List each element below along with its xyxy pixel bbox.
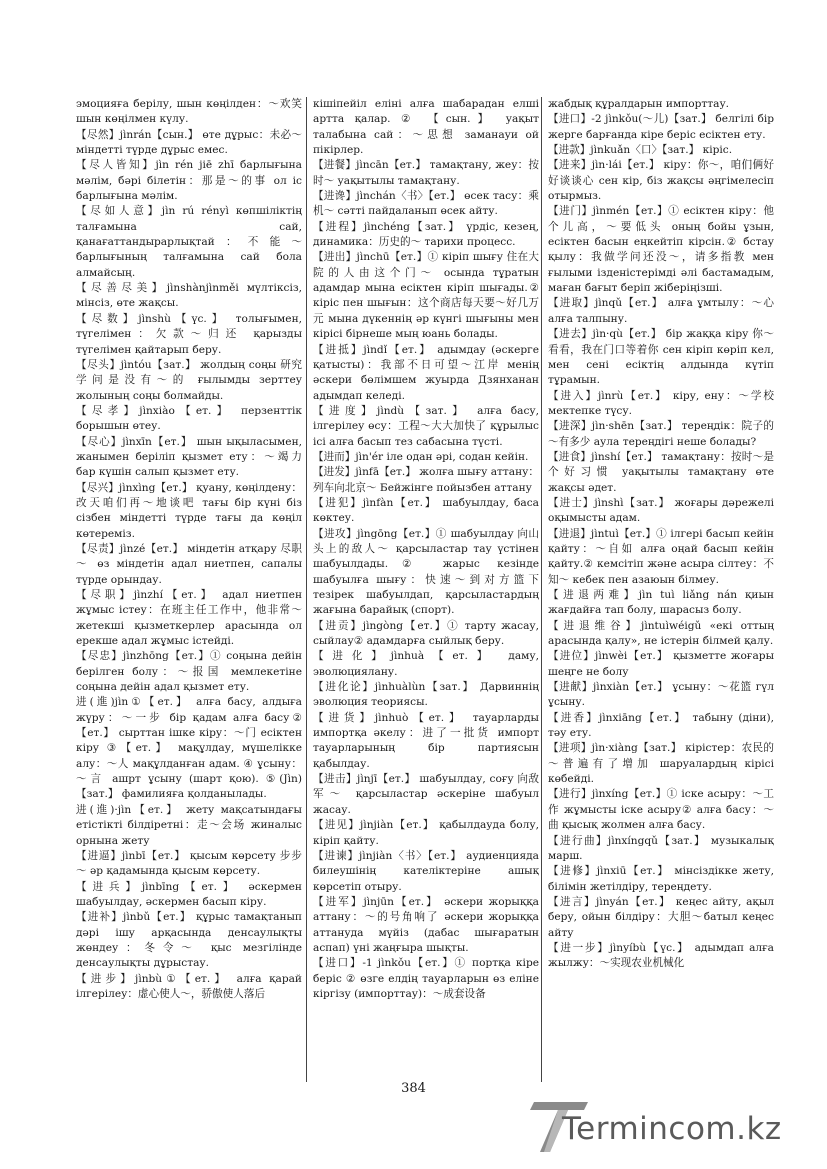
dictionary-entry: 【进出】jìnchū【ет.】① кіріп шығу 住在大院的人由这个门～ осында тұратын адамдар мына есіктен кіріп шығады.② кіріс пен шығын：这个商店每天要～好几万元 мына дүкеннің әр күнгі шығыны мен кірісі бірнеше мың юань болады.: [313, 251, 539, 341]
dictionary-entry: 【进言】jìnyán【ет.】 кеңес айту, ақыл беру, ойын білдіру：大胆～батыл кеңес айту: [548, 895, 774, 939]
dictionary-entry: 【进款】jìnkuǎn〈口〉【зат.】 кіріс.: [548, 144, 733, 157]
dictionary-entry: 【尽职】jìnzhí【ет.】 адал ниетпен жұмыс істеу：在班主任工作中，他非常～ жетекші қызметкерлер арасында ол ерекше адал жұмыс істейді.: [76, 589, 302, 648]
dictionary-entry: 【进度】jìndù【зат.】 алға басу, ілгерілеу өсу：工程～大大加快了 құрылыс ісі алға басып тез сабасына түсті.: [313, 404, 539, 448]
dictionary-entry: 【尽如人意】jìn rú rényì көпшіліктің талғамына сай, қанағаттандырарлықтай：不能～ барлығының талғамына сай бола алмайсың.: [76, 205, 302, 279]
dictionary-entry: 进(進)·jìn【ет.】 жету мақсатындағы етістікті білдіретні：走～会场 жиналыс орнына жету: [76, 803, 302, 847]
dictionary-entry: 【尽然】jìnrán【сын.】 өте дұрыс：未必～ міндетті түрде дұрыс емес.: [76, 128, 302, 157]
dictionary-entry: 【进来】jìn·lái【ет.】 кіру：你～，咱们俩好好谈谈心 сен кір, біз жақсы әңгімелесіп отырмыз.: [548, 159, 774, 203]
dictionary-entry: 【进逼】jìnbī【ет.】 қысым көрсету 步步～ әр қадамында қысым көрсету.: [76, 849, 302, 878]
dictionary-entry: 【进取】jìnqǔ【ет.】 алға ұмтылу：～心 алға талпыну.: [548, 297, 774, 325]
dictionary-entry: 【尽孝】jìnxiào【ет.】 перзенттік борышын өтеу.: [76, 404, 302, 433]
dictionary-entry: 【进入】jìnrù【ет.】 кіру, ену：～学校 мектепке түсу.: [548, 389, 774, 417]
dictionary-entry: 【进口】-1 jìnkǒu【ет.】① портқа кіре беріс ② өзге елдің тауарларын өз еліне кіргізу (импорттау)：～成套设备: [313, 957, 539, 1000]
column-right: [548, 97, 774, 1097]
dictionary-entry: 【尽心】jìnxīn【ет.】 шын ықыласымен, жанымен беріліп қызмет ету：～竭力 бар күшін салып қызмет ету.: [76, 435, 302, 479]
dictionary-entry: 【进去】jìn·qù【ет.】 бір жаққа кіру 你～看看，我在门口等着你 сен кіріп көріп кел, мен сені есіктің алдында күтіп тұрамын.: [548, 328, 774, 387]
dictionary-entry: 【进谗】jìnchán〈书〉【ет.】 өсек тасу：乘机～ сәтті пайдаланып өсек айту.: [313, 190, 539, 218]
column-left: [76, 97, 302, 1097]
dictionary-entry: 【进而】jìn'ér іле одан әрі, содан кейін.: [313, 450, 529, 463]
dictionary-entry: 进(進)jìn①【ет.】 алға басу, алдыға жүру：～一步 бір қадам алға басу②【ет.】 сырттан ішке кіру：～门 есіктен кіру ③【ет.】 мақұлдау, мүшелікке алу：～人 мақұлданған адам. ④ ұсыну：～言 ашрт ұсыну (шарт қою). ⑤(Jìn)【зат.】 фамилияға қолданылады.: [76, 696, 302, 801]
dictionary-entry: 【尽数】jìnshù【үс.】 толығымен, түгелімен：欠款～归还 қарызды түгелімен қайтарып беру.: [76, 312, 302, 356]
column-divider: [306, 97, 307, 1082]
dictionary-entry: 【进攻】jìngōng【ет.】① шабуылдау 向山头上的敌人～ қарсыластар тау үстінен шабуылдады.② жарыс кезінде шабуылға шығу：快速～到对方篮下 тезірек шабуылдап, қарсыластардың жағына барайық (спорт).: [313, 527, 539, 617]
dictionary-entry: эмоцияға берілу, шын көңілден：～欢笑 шын көңілмен күлу.: [76, 98, 302, 126]
dictionary-entry: 【尽人皆知】jìn rén jiē zhī барлығына мәлім, бәрі білетін：那是～的事 ол іс барлығына мәлім.: [76, 159, 302, 203]
page-number: 384: [401, 1081, 426, 1096]
dictionary-entry: жабдық құралдарын импорттау.: [548, 98, 730, 110]
dictionary-entry: 【进货】jìnhuò【ет.】 тауарларды импортқа әкелу：进了一批货 импорт тауарларының бір партиясын қабылдау.: [313, 711, 539, 770]
dictionary-entry: кішіпейіл еліні алға шабарадан елші артта қалар. ② 【сын.】 уақыт талабына сай：～思想 заманауи ой пікірлер.: [313, 98, 539, 157]
dictionary-entry: 【进退两难】jìn tuì liǎng nán қиын жағдайға тап болу, шарасыз болу.: [548, 589, 774, 617]
dictionary-entry: 【进深】jìn·shēn【зат.】 тереңдік：院子的～有多少 аула тереңдігі неше болады?: [548, 420, 774, 448]
dictionary-entry: 【尽头】jìntóu【зат.】 жолдың соңы 研究学问是没有～的 ғылымды зерттеу жолының соңы болмайды.: [76, 358, 302, 402]
dictionary-entry: 【进餐】jìncān【ет.】 тамақтану, жеу：按时～ уақытылы тамақтану.: [313, 159, 539, 187]
dictionary-entry: 【进位】jìnwèi【ет.】 қызметте жоғары шеңге не болу: [548, 650, 774, 678]
dictionary-entry: 【进兵】jìnbīng【ет.】 әскермен шабуылдау, әскермен басып кіру.: [76, 880, 302, 908]
dictionary-entry: 【进修】jìnxiū【ет.】 мінсіздікке жету, білімін жетілдіру, тереңдету.: [548, 865, 774, 893]
dictionary-entry: 【尽责】jìnzé【ет.】 міндетін атқару 尽职～ өз міндетін адал ниетпен, сапалы түрде орындау.: [76, 542, 302, 586]
dictionary-entry: 【进程】jìnchéng【зат.】 үрдіс, кезең, динамика：历史的～ тарихи процесс.: [313, 220, 539, 249]
dictionary-entry: 【进士】jìnshì【зат.】 жоғары дәрежелі оқымысты адам.: [548, 496, 774, 525]
dictionary-entry: 【进项】jìn·xiàng【зат.】 кірістер：农民的～普遍有了增加 шаруалардың кірісі көбейді.: [548, 742, 774, 786]
dictionary-entry: 【进食】jìnshí【ет.】 тамақтану：按时～是个好习惯 уақытылы тамақтану өте жақсы әдет.: [548, 450, 774, 494]
dictionary-entry: 【进见】jìnjiàn【ет.】 қабылдауда болу, кіріп қайту.: [313, 819, 539, 847]
dictionary-entry: 【进口】-2 jìnkǒu(～儿)【зат.】 белгілі бір жерге барғанда кіре беріс есіктен ету.: [548, 113, 774, 141]
dictionary-entry: 【进退维谷】jìntuìwéigǔ «екі оттың арасында қалу», не істерін білмей қалу.: [548, 619, 774, 648]
dictionary-entry: 【进行】jìnxíng【ет.】① іске асыру：～工作 жұмысты іске асыру② алға басу：～曲 қысық жолмен алға басу.: [548, 788, 774, 832]
dictionary-entry: 【进击】jìnjī【ет.】 шабуылдау, соғу 向敌军～ қарсыластар әскеріне шабуыл жасау.: [313, 773, 539, 816]
dictionary-entry: 【进门】jìnmén【ет.】① есіктен кіру：他个儿高，～要低头 оның бойы ұзын, есіктен басын еңкейтіп кірсін.② бстау қылу：我做学问还没～，请多指教 мен ғылыми ізденістерімді әлі бастамадым, маған бағыт беріп жіберіңізші.: [548, 205, 774, 295]
dictionary-entry: 【进发】jìnfā【ет.】 жолға шығу аттану：列车向北京～ Бейжінге пойызбен аттану: [313, 466, 539, 494]
dictionary-entry: 【进行曲】jìnxíngqǔ【зат.】 музыкалық марш.: [548, 834, 774, 862]
dictionary-entry: 【进一步】jìnyíbù【үс.】 адымдап алға жылжу：～实现农业机械化: [548, 941, 774, 970]
dictionary-entry: 【尽善尽美】jìnshànjìnměi мүлтіксіз, мінсіз, өте жақсы.: [76, 282, 302, 310]
dictionary-entry: 【进化】jìnhuà【ет.】 даму, эволюциялану.: [313, 650, 539, 678]
column-divider: [541, 97, 542, 1082]
dictionary-entry: 【进贡】jìngòng【ет.】① тарту жасау, сыйлау② адамдарға сыйлық беру.: [313, 619, 539, 648]
dictionary-entry: 【进香】jìnxiāng【ет.】 табыну (діни), тәу ету.: [548, 711, 774, 740]
dictionary-entry: 【进犯】jìnfàn【ет.】 шабуылдау, баса көктеу.: [313, 496, 539, 525]
dictionary-entry: 【进谏】jìnjiàn〈书〉【ет.】 аудиенцияда билеушінің кателіктеріне ашық көрсетіп отыру.: [313, 849, 539, 893]
column-middle: [313, 97, 539, 1097]
dictionary-entry: 【进化论】jìnhuàlùn【зат.】 Дарвиннің эволюция теориясы.: [313, 681, 539, 709]
dictionary-entry: 【尽忠】jìnzhōng【ет.】① соңына дейін берілген болу：～报国 мемлекетіне соңына дейін адал қызмет ету.: [76, 650, 302, 694]
dictionary-entry: 【进军】jìnjūn【ет.】 әскери жорыққа аттану：～的号角响了 әскери жорыққа аттануда мүйіз (дабас шығаратын аспап) үні жаңғыра шықты.: [313, 895, 539, 954]
dictionary-entry: 【进退】jìntuì【ет.】① ілгері басып кейін қайту：～自如 алға оңай басып кейін қайту.② кемсітіп және асыра сілтеу：不知～ кебек пен азаюын білмеу.: [548, 527, 774, 586]
dictionary-entry: 【尽兴】jìnxìng【ет.】 қуану, көңілдену：改天咱们再～地谈吧 тағы бір күні біз сізбен міндетті түрде тағы да көңіл көтереміз.: [76, 481, 302, 540]
site-logo: [528, 1098, 818, 1156]
dictionary-entry: 【进步】jìnbù①【ет.】 алға қарай ілгерілеу：虚心使人～，骄傲使人落后: [76, 972, 302, 1000]
dictionary-entry: 【进补】jìnbǔ【ет.】 құрыс тамақтанып дәрі ішу арқасында денсаулықты жөндеу：冬令～ қыс мезгілінде денсаулықты дұрыстау.: [76, 911, 302, 970]
dictionary-entry: 【进抵】jìndǐ【ет.】 адымдау (әскерге қатысты)：我部不日可望～江岸 менің әскери бөлімшем жуырда Дзянханан адымдап келеді.: [313, 343, 539, 402]
dictionary-entry: 【进献】jìnxiàn【ет.】 ұсыну：～花篮 гүл ұсыну.: [548, 681, 774, 709]
logo-text: Termincom.kz: [562, 1111, 782, 1147]
